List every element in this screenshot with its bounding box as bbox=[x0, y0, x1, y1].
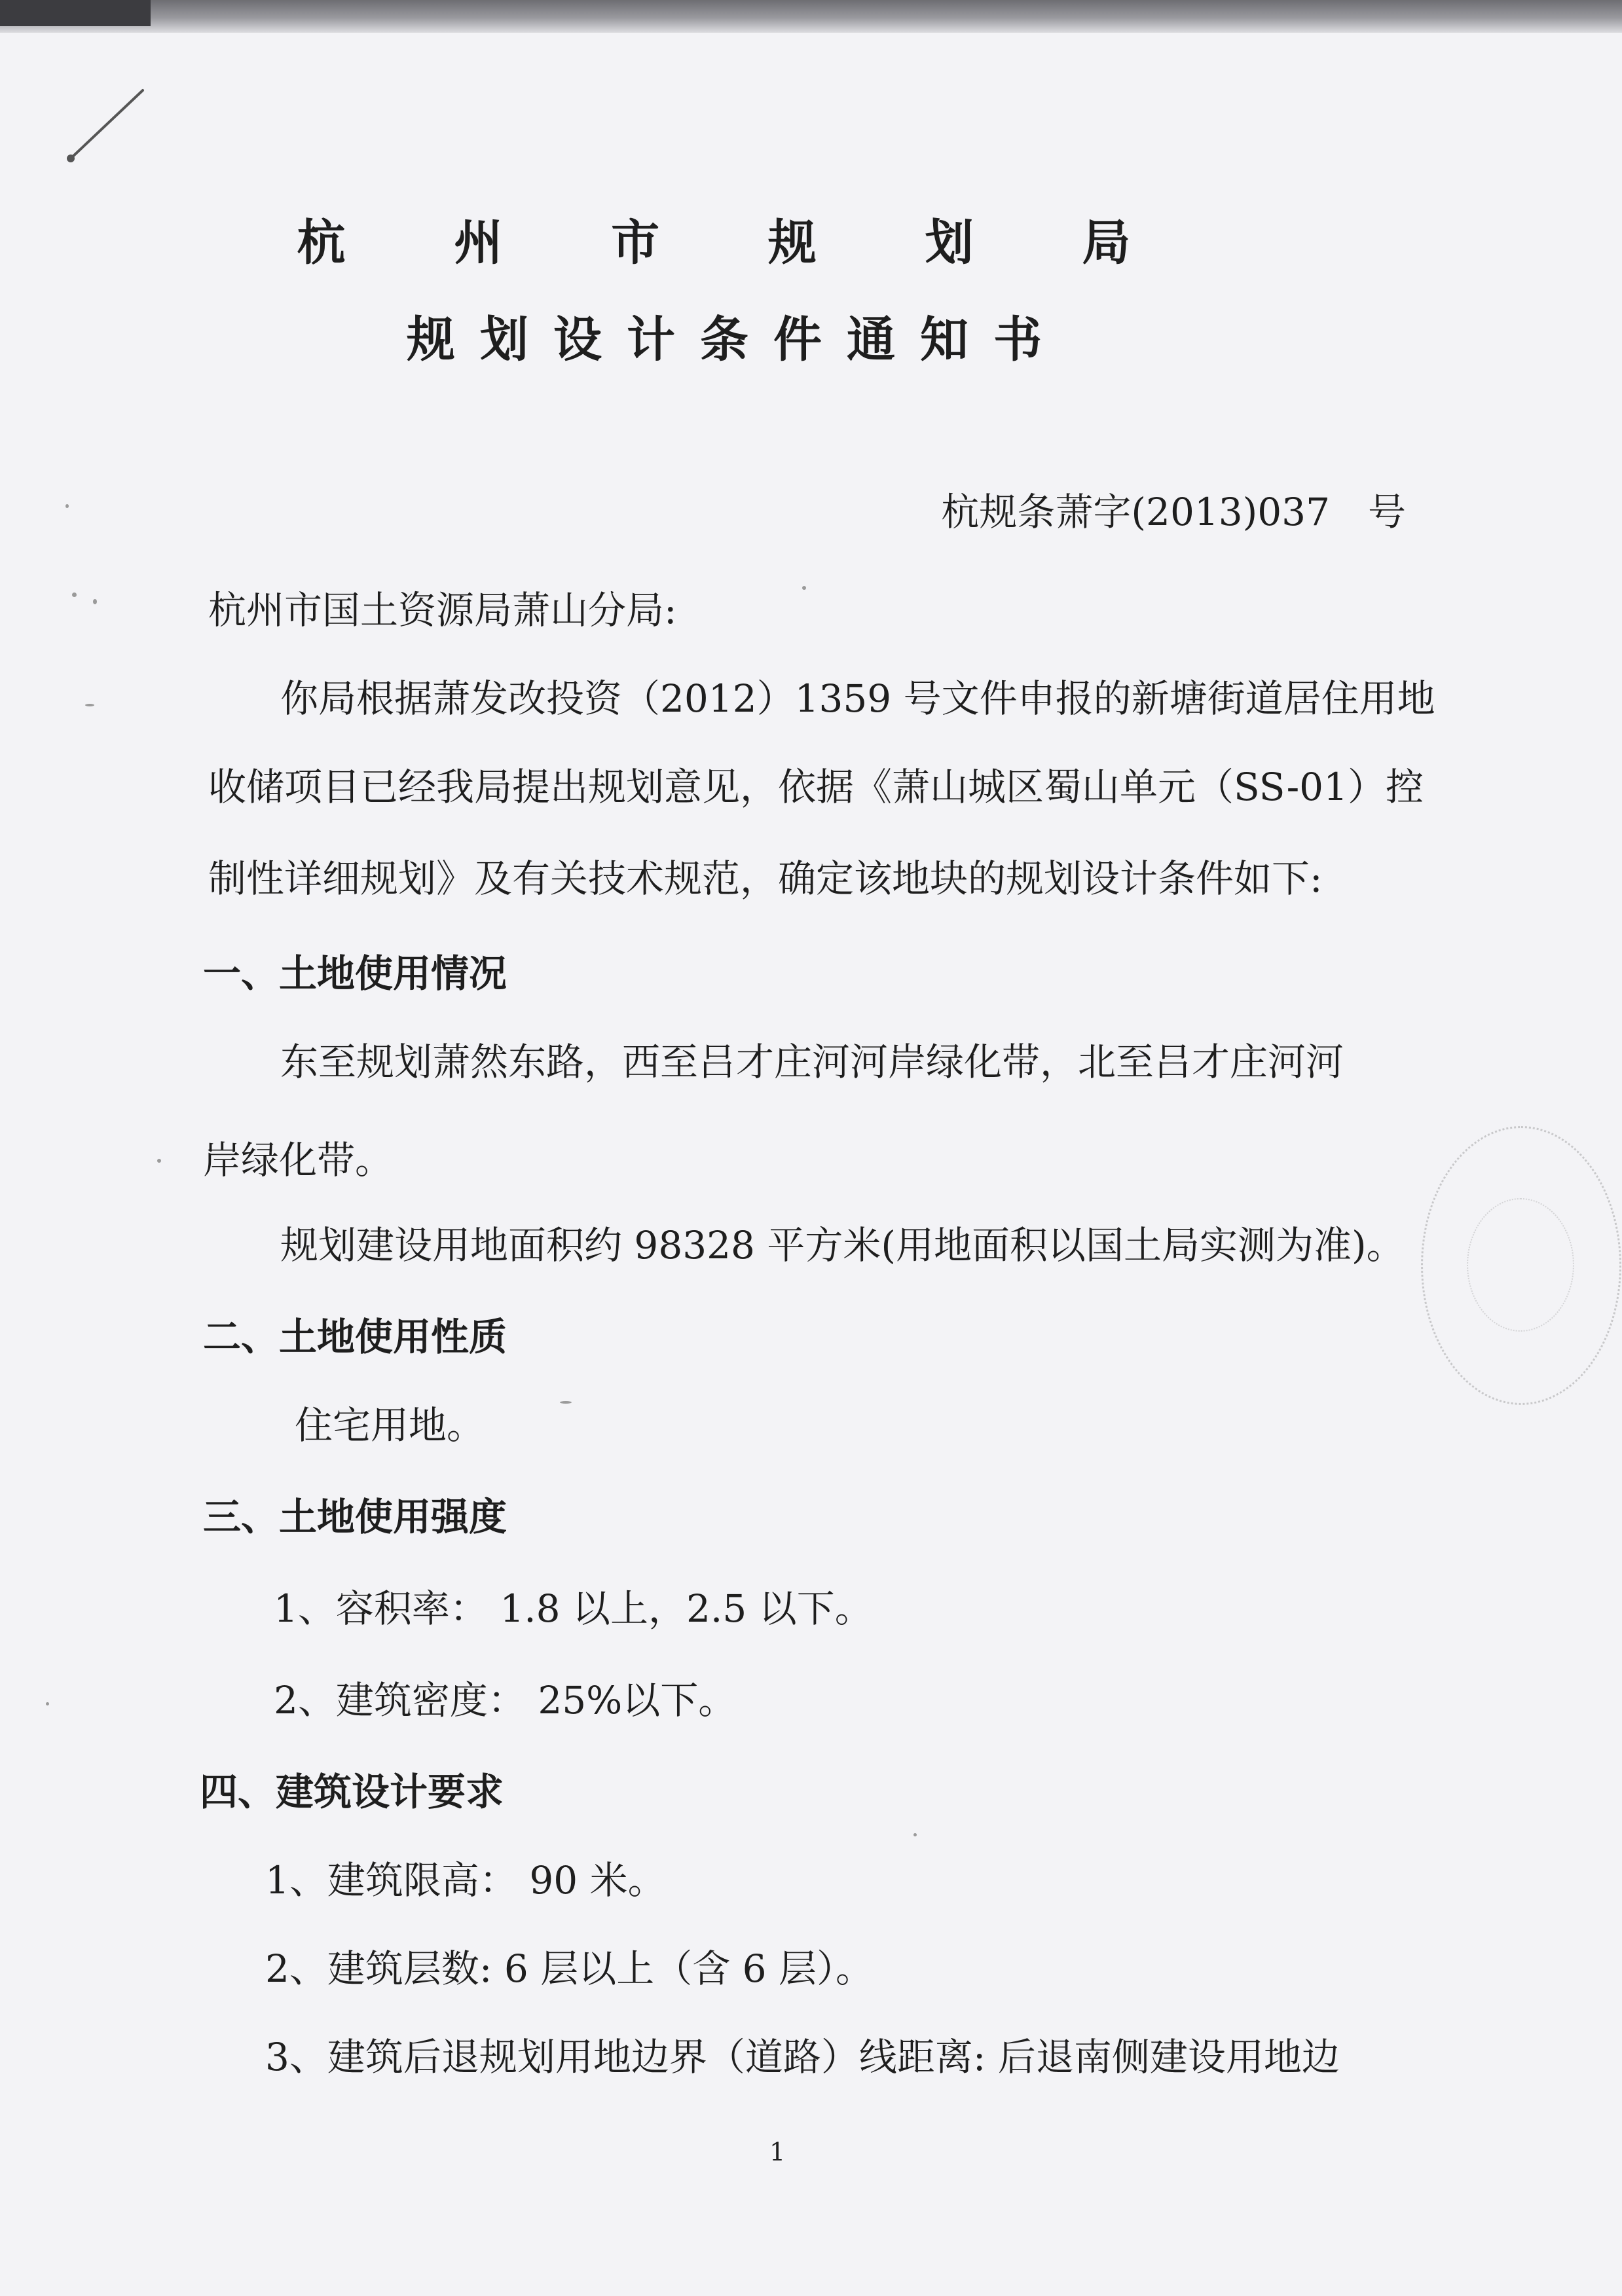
scan-speck bbox=[85, 704, 94, 706]
section-line: 岸绿化带。 bbox=[203, 1138, 394, 1182]
scan-speck bbox=[65, 504, 69, 508]
section-line: 2、建筑层数: 6 层以上（含 6 层）。 bbox=[265, 1946, 874, 1991]
scan-speck bbox=[560, 1401, 572, 1404]
intro-line: 制性详细规划》及有关技术规范，确定该地块的规划设计条件如下: bbox=[208, 856, 1323, 901]
scan-speck bbox=[72, 592, 77, 597]
section-heading: 三、土地使用强度 bbox=[203, 1495, 507, 1539]
section-line: 住宅用地。 bbox=[295, 1403, 485, 1448]
section-line: 东至规划萧然东路，西至吕才庄河河岸绿化带，北至吕才庄河河 bbox=[280, 1040, 1344, 1084]
intro-line: 收储项目已经我局提出规划意见，依据《萧山城区蜀山单元（SS-01）控 bbox=[208, 765, 1424, 809]
scan-speck bbox=[157, 1159, 161, 1163]
scan-top-edge bbox=[0, 0, 1622, 33]
document-number: 杭规条萧字(2013)037 号 bbox=[941, 490, 1406, 534]
pen-mark bbox=[65, 85, 151, 164]
scan-speck bbox=[913, 1833, 917, 1836]
section-line: 1、容积率： 1.8 以上，2.5 以下。 bbox=[274, 1586, 873, 1631]
scan-speck bbox=[46, 1702, 49, 1705]
section-line: 规划建设用地面积约 98328 平方米(用地面积以国土局实测为准)。 bbox=[280, 1223, 1405, 1267]
section-heading: 二、土地使用性质 bbox=[203, 1315, 507, 1359]
document-title: 规划设计条件通知书 bbox=[407, 312, 1067, 368]
faded-seal-inner bbox=[1467, 1198, 1574, 1332]
section-heading: 四、建筑设计要求 bbox=[200, 1770, 504, 1814]
page-number: 1 bbox=[769, 2138, 786, 2166]
scan-corner-shadow bbox=[0, 0, 151, 26]
section-line: 3、建筑后退规划用地边界（道路）线距离: 后退南侧建设用地边 bbox=[265, 2035, 1340, 2079]
section-line: 1、建筑限高： 90 米。 bbox=[265, 1858, 666, 1903]
scan-speck bbox=[802, 586, 806, 590]
scan-speck bbox=[93, 599, 97, 604]
issuer-title: 杭 州 市 规 划 局 bbox=[297, 215, 1177, 271]
intro-line: 你局根据萧发改投资（2012）1359 号文件申报的新塘街道居住用地 bbox=[280, 676, 1435, 721]
addressee: 杭州市国土资源局萧山分局: bbox=[208, 588, 677, 632]
section-heading: 一、土地使用情况 bbox=[203, 951, 507, 996]
section-line: 2、建筑密度： 25%以下。 bbox=[274, 1678, 737, 1722]
